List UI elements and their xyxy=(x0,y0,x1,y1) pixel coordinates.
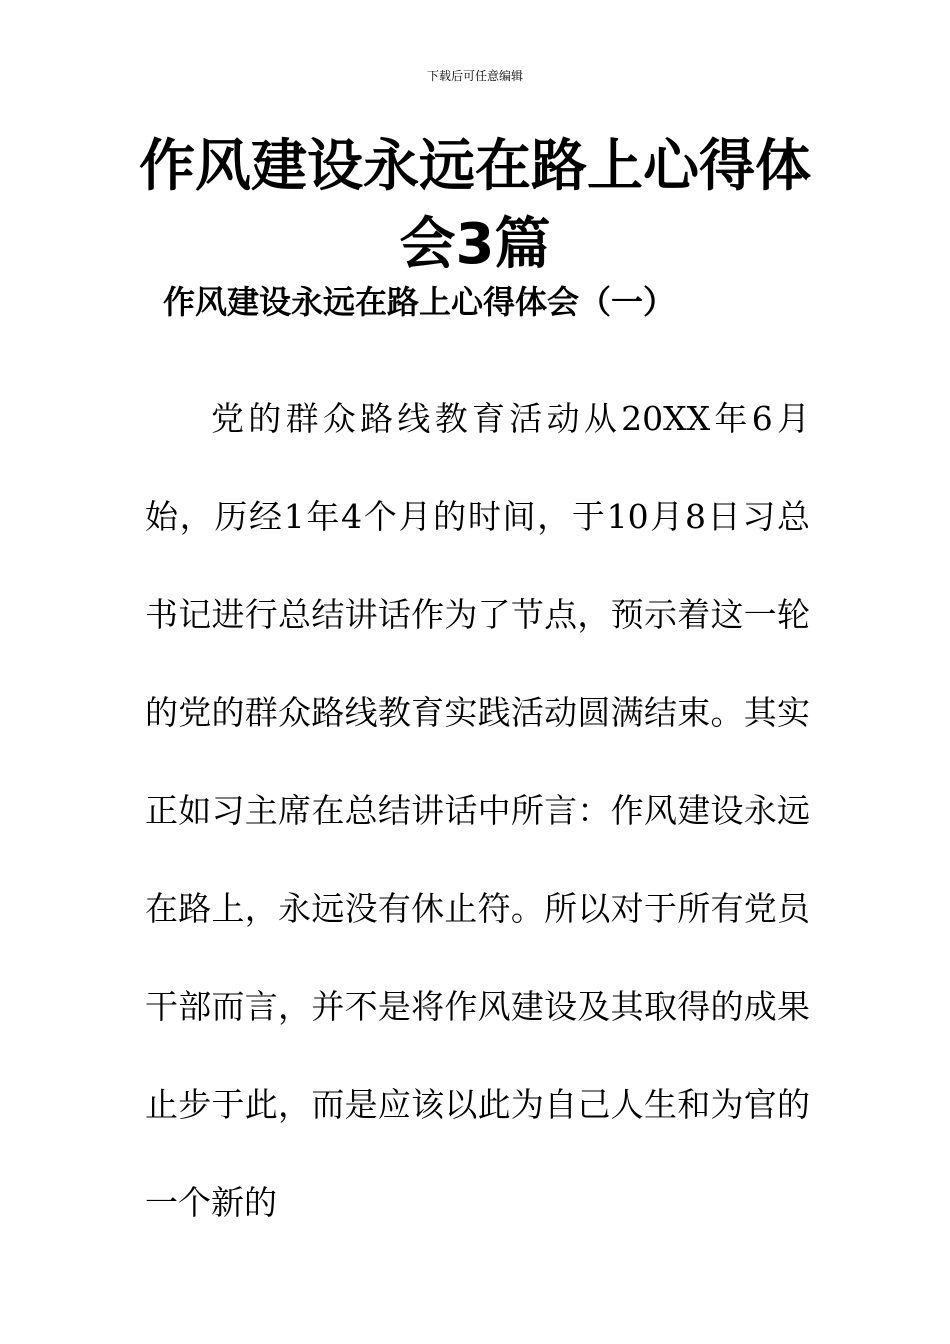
header-note: 下载后可任意编辑 xyxy=(426,69,523,83)
document-title: 作风建设永远在路上心得体会3篇 xyxy=(139,134,811,277)
section-title: 作风建设永远在路上心得体会（一） xyxy=(163,283,676,321)
body-paragraph: 党的群众路线教育活动从20XX年6月始，历经1年4个月的时间，于10月8日习总书记进行总结讲话作为了节点，预示着这一轮的党的群众路线教育实践活动圆满结束。其实正如习主席在总结讲话中所言：作风建设永远在路上，永远没有休止符。所以对于所有党员干部而言，并不是将作风建设及其取得的成果止步于此，而是应该以此为自己人生和为官的一个新的 xyxy=(145,399,810,1222)
